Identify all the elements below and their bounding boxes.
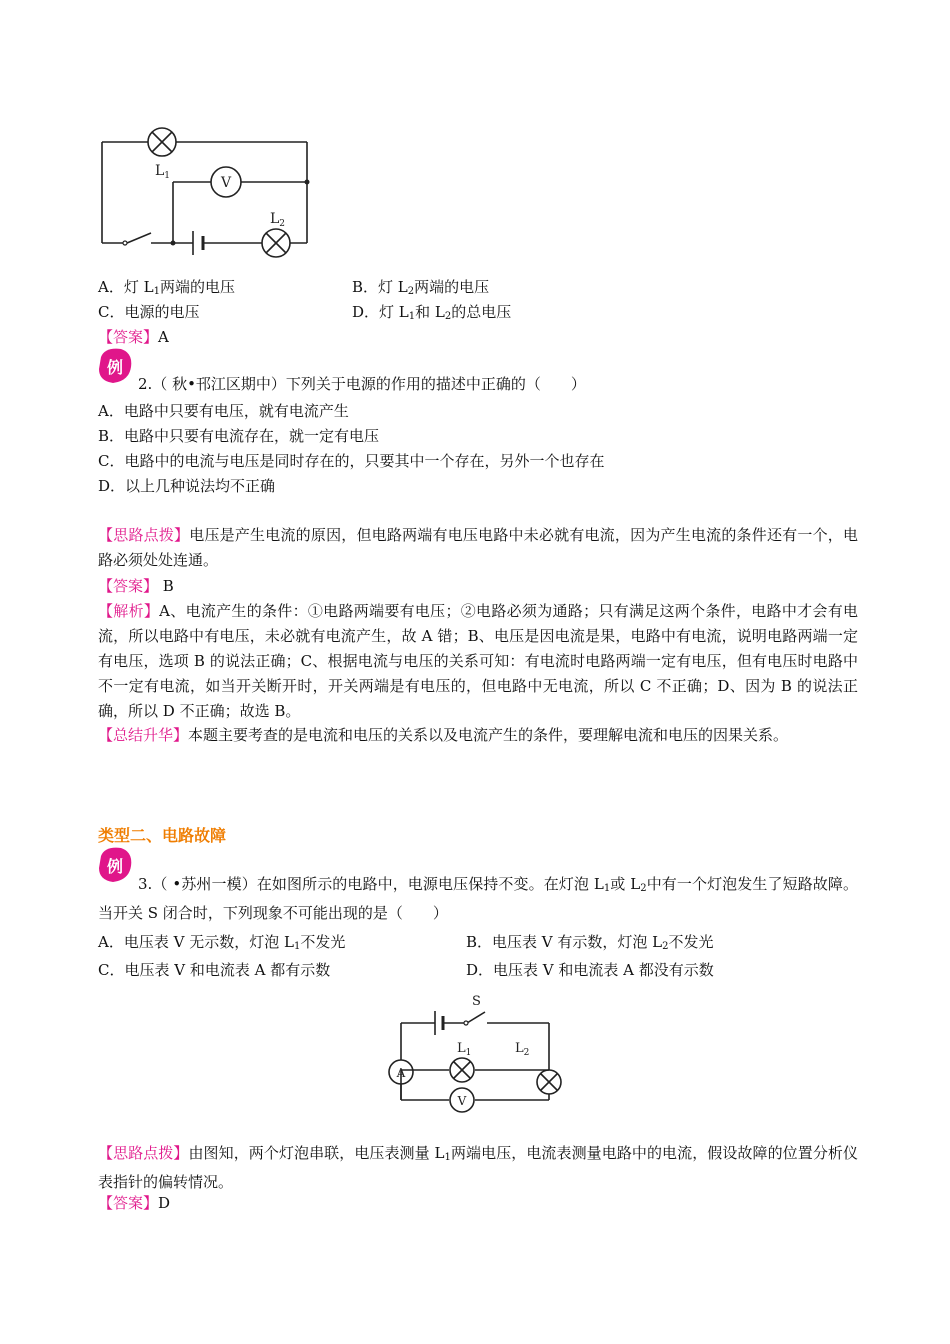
q1-option-a: A．灯 $L_1$两端的电压 bbox=[98, 278, 235, 297]
lamp1-label: $L_1$ bbox=[155, 163, 171, 181]
q3-option-b: B．电压表 V 有示数，灯泡 $L_2$不发光 bbox=[466, 933, 714, 952]
q1-answer: 【答案】A bbox=[98, 328, 169, 346]
q2-analysis: 【解析】A、电流产生的条件：①电路两端要有电压；②电路必须为通路；只有满足这两个条件，电路中才会有电流，所以电路中有电压，未必就有电流产生，故 A 错；B、电压是因电流是果，电路中有电流，说明电路两端一定有电压，选项 B 的说法正确；C、根据电流与电压的关系可知：有电流时电路两端一定有电压，但有电压时电路中不一定有电流，如当开关断开时，开关两端是有电压的，但电路中无电流，所以 C 不正确；D、因为 B 的说法正确，所以 D 不正确；故选 B。 bbox=[98, 602, 858, 720]
lamp1-label: $L_1$ bbox=[457, 1041, 472, 1058]
q3-option-c: C．电压表 V 和电流表 A 都有示数 bbox=[98, 961, 331, 979]
lamp2-label: $L_2$ bbox=[270, 211, 286, 229]
ammeter-label: A bbox=[396, 1066, 406, 1080]
q3-hint: 【思路点拨】由图知，两个灯泡串联，电压表测量 $L_1$两端电压，电流表测量电路中的电流，假设故障的位置分析仪表指针的偏转情况。 bbox=[98, 1144, 858, 1191]
q2-option-c: C．电路中的电流与电压是同时存在的，只要其中一个存在，另外一个也存在 bbox=[98, 452, 605, 470]
q2-stem: 2.（ 秋•邗江区期中）下列关于电源的作用的描述中正确的（ ） bbox=[138, 375, 586, 393]
svg-text:例: 例 bbox=[106, 857, 124, 876]
q3-option-d: D．电压表 V 和电流表 A 都没有示数 bbox=[466, 961, 714, 979]
q3-stem: 3.（ •苏州一模）在如图所示的电路中，电源电压保持不变。在灯泡 $L_1$或 $L_2$中有一个灯泡发生了短路故障。当开关 S 闭合时，下列现象不可能出现的是（ ） bbox=[98, 875, 858, 922]
lamp2-label: $L_2$ bbox=[515, 1041, 530, 1058]
q3-answer: 【答案】D bbox=[98, 1194, 171, 1212]
q2-option-b: B．电路中只要有电流存在，就一定有电压 bbox=[98, 427, 380, 445]
q1-option-c: C．电源的电压 bbox=[98, 303, 200, 321]
circuit-diagram-1 bbox=[95, 125, 320, 255]
example-badge-icon bbox=[95, 347, 135, 387]
svg-text:例: 例 bbox=[106, 358, 124, 377]
q2-option-d: D．以上几种说法均不正确 bbox=[98, 477, 276, 495]
q2-hint: 【思路点拨】电压是产生电流的原因，但电路两端有电压电路中未必就有电流，因为产生电流的条件还有一个，电路必须处处连通。 bbox=[98, 526, 858, 569]
q2-option-a: A．电路中只要有电压，就有电流产生 bbox=[98, 402, 349, 420]
q1-option-d: D．灯 $L_1$和 $L_2$的总电压 bbox=[352, 303, 512, 322]
voltmeter-label: V bbox=[457, 1094, 467, 1108]
switch-label: S bbox=[472, 994, 481, 1009]
circuit-diagram-2 bbox=[385, 990, 565, 1140]
voltmeter-label: V bbox=[220, 175, 232, 191]
q3-option-a: A．电压表 V 无示数，灯泡 $L_1$不发光 bbox=[98, 933, 346, 952]
q2-summary: 【总结升华】本题主要考查的是电流和电压的关系以及电流产生的条件，要理解电流和电压的因果关系。 bbox=[98, 726, 789, 744]
section-title: 类型二、电路故障 bbox=[98, 826, 227, 845]
q1-option-b: B．灯 $L_2$两端的电压 bbox=[352, 278, 490, 297]
q2-answer: 【答案】 B bbox=[98, 577, 174, 595]
